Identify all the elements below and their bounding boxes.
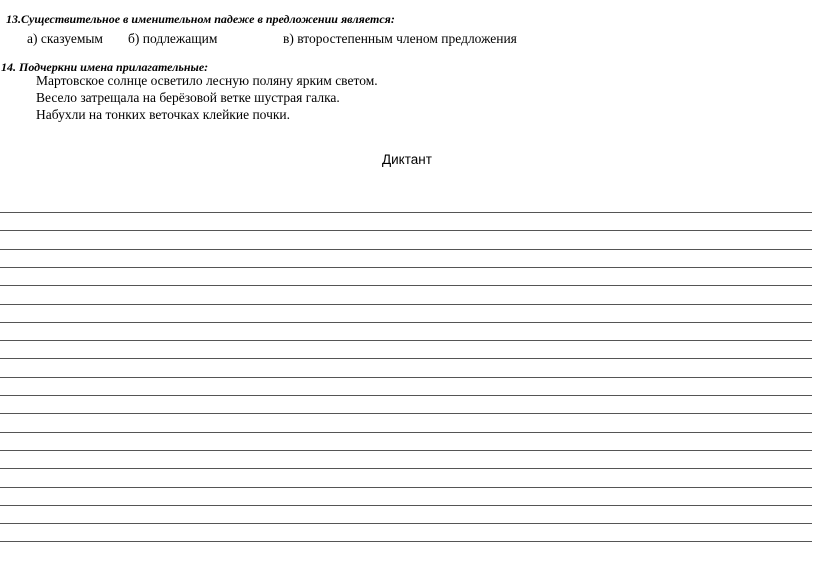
writing-line [0,505,812,506]
option-b: б) подлежащим [128,31,218,46]
writing-line [0,377,812,378]
writing-line [0,285,812,286]
sentence-3: Набухли на тонких веточках клейкие почки. [36,107,291,122]
question-13-title: 13.Существительное в именительном падеже в предложении является: [6,12,395,26]
writing-line [0,358,812,359]
writing-line [0,249,812,250]
dictation-title: Диктант [382,152,432,167]
writing-line [0,212,812,213]
sentence-2: Весело затрещала на берёзовой ветке шустрая галка. [36,90,340,105]
option-a: а) сказуемым [27,31,103,46]
writing-line [0,322,812,323]
writing-line [0,413,812,414]
writing-line [0,450,812,451]
writing-line [0,432,812,433]
writing-line [0,487,812,488]
sentence-1: Мартовское солнце осветило лесную поляну ярким светом. [36,73,378,88]
writing-line [0,230,812,231]
writing-line [0,523,812,524]
writing-line [0,267,812,268]
writing-line [0,304,812,305]
writing-line [0,395,812,396]
writing-line [0,340,812,341]
option-c: в) второстепенным членом предложения [283,31,517,46]
writing-line [0,541,812,542]
question-14-title: 14. Подчеркни имена прилагательные: [1,60,209,74]
writing-line [0,468,812,469]
